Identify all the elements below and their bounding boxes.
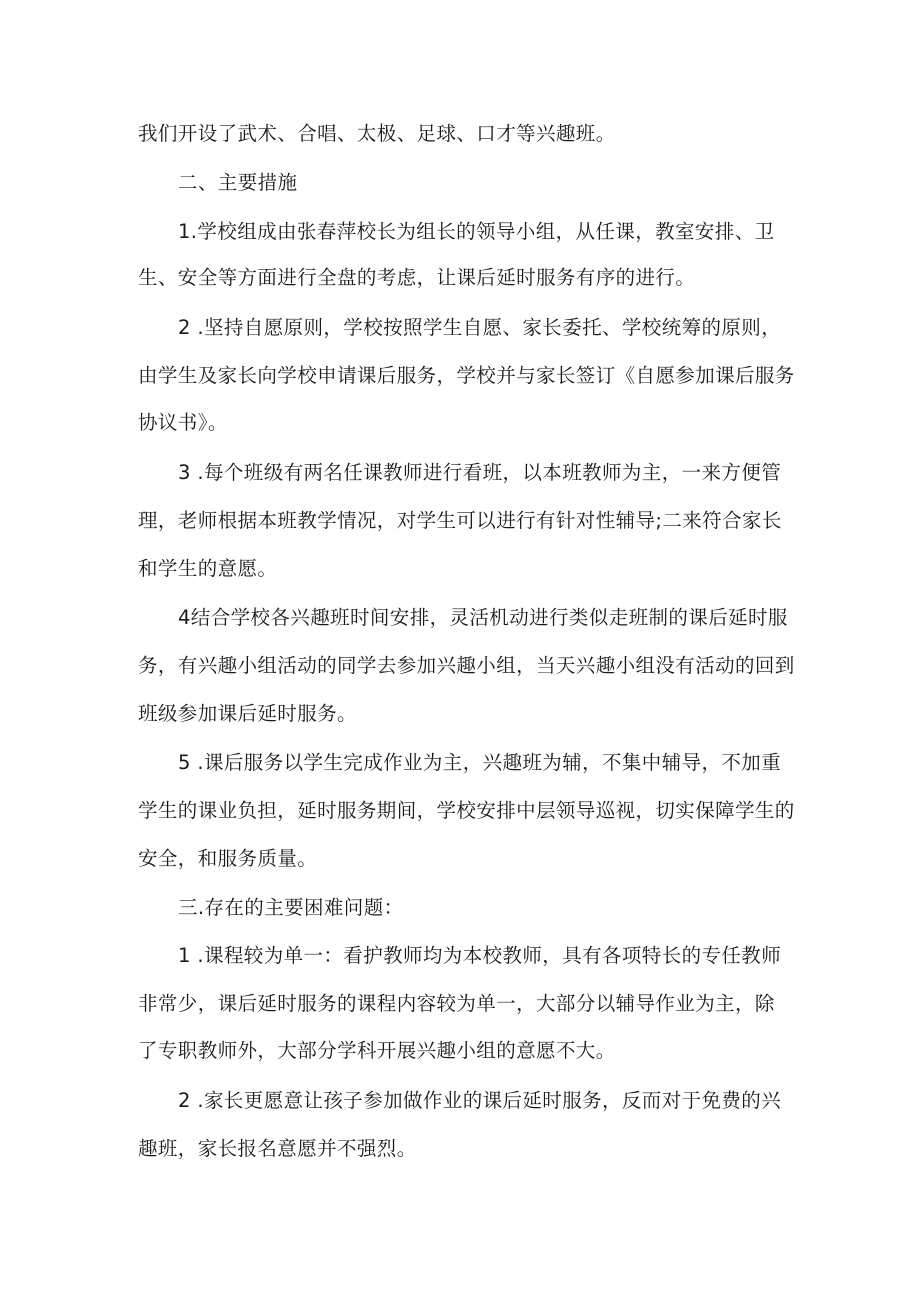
problem-1-line-3: 了专职教师外，大部分学科开展兴趣小组的意愿不大。 <box>138 1039 616 1062</box>
measure-5-line-1: 5 .课后服务以学生完成作业为主，兴趣班为辅，不集中辅导，不加重 <box>178 751 782 774</box>
measure-5-line-3: 安全，和服务质量。 <box>138 847 318 870</box>
measure-2-line-1: 2 .坚持自愿原则，学校按照学生自愿、家长委托、学校统筹的原则， <box>178 316 782 339</box>
problem-2-line-2: 趣班，家长报名意愿并不强烈。 <box>138 1137 417 1160</box>
measure-3-line-3: 和学生的意愿。 <box>138 557 278 580</box>
paragraph-intro-line-1: 我们开设了武术、合唱、太极、足球、口才等兴趣班。 <box>138 122 616 145</box>
measure-2-line-3: 协议书》。 <box>138 411 228 434</box>
measure-2-line-2: 由学生及家长向学校申请课后服务，学校并与家长签订《自愿参加课后服务 <box>138 364 795 387</box>
measure-4-line-3: 班级参加课后延时服务。 <box>138 702 357 725</box>
section-heading-main-measures: 二、主要措施 <box>178 171 298 194</box>
measure-3-line-1: 3 .每个班级有两名任课教师进行看班，以本班教师为主，一来方便管 <box>178 461 782 484</box>
measure-4-line-2: 务，有兴趣小组活动的同学去参加兴趣小组，当天兴趣小组没有活动的回到 <box>138 654 795 677</box>
measure-1-line-1: 1.学校组成由张春萍校长为组长的领导小组，从任课，教室安排、卫 <box>178 220 775 243</box>
problem-1-line-1: 1 .课程较为单一：看护教师均为本校教师，具有各项特长的专任教师 <box>178 944 782 967</box>
section-heading-main-problems: 三.存在的主要困难问题： <box>178 896 404 919</box>
measure-4-line-1: 4结合学校各兴趣班时间安排，灵活机动进行类似走班制的课后延时服 <box>178 606 788 629</box>
measure-3-line-2: 理，老师根据本班教学情况，对学生可以进行有针对性辅导;二来符合家长 <box>138 509 782 532</box>
measure-5-line-2: 学生的课业负担，延时服务期间，学校安排中层领导巡视，切实保障学生的 <box>138 799 795 822</box>
measure-1-line-2: 生、安全等方面进行全盘的考虑，让课后延时服务有序的进行。 <box>138 266 696 289</box>
problem-1-line-2: 非常少，课后延时服务的课程内容较为单一，大部分以辅导作业为主，除 <box>138 992 775 1015</box>
problem-2-line-1: 2 .家长更愿意让孩子参加做作业的课后延时服务，反而对于免费的兴 <box>178 1089 782 1112</box>
